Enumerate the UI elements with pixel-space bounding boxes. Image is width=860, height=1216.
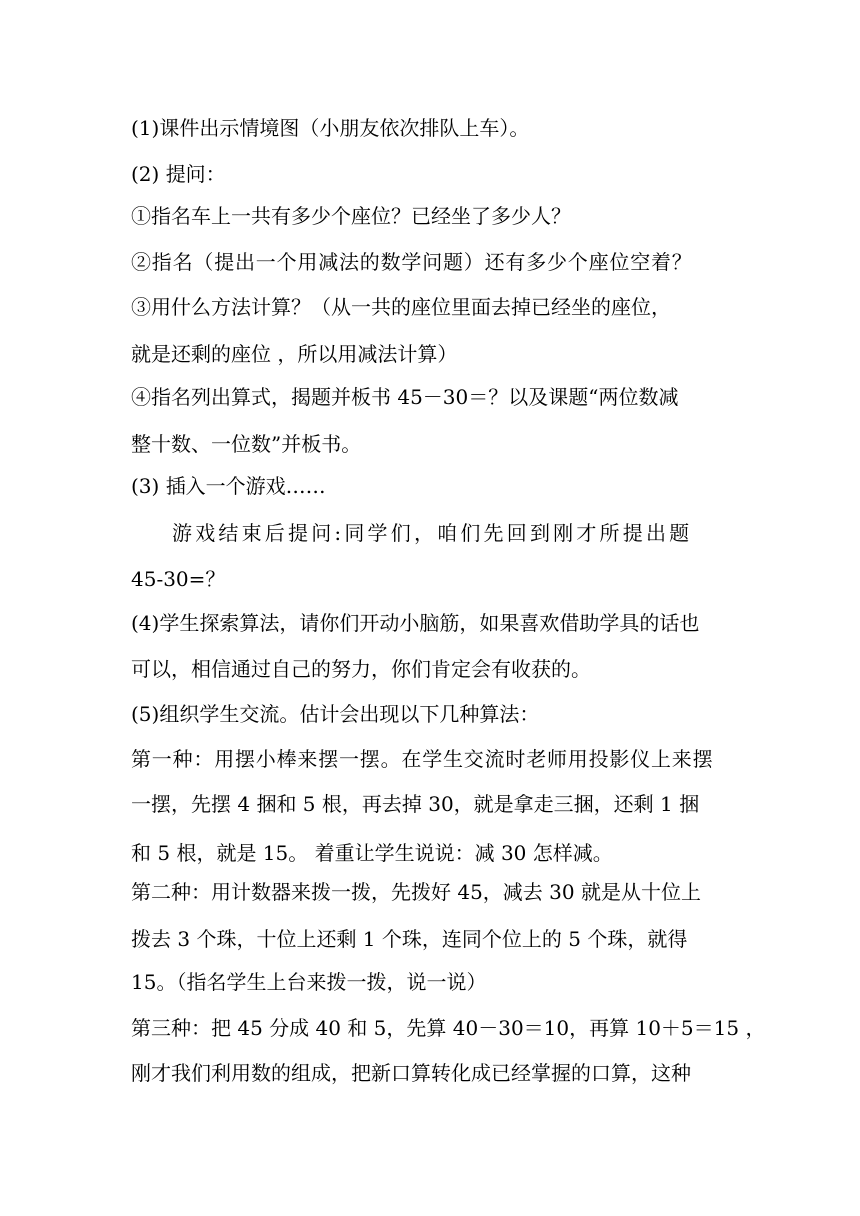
text-line: 一摆，先摆 4 捆和 5 根，再去掉 30，就是拿走三捆，还剩 1 捆 bbox=[131, 792, 700, 816]
text-line: 刚才我们利用数的组成，把新口算转化成已经掌握的口算，这种 bbox=[131, 1061, 691, 1085]
text-line: 游戏结束后提问:同学们，咱们先回到刚才所提出题 bbox=[172, 521, 693, 545]
text-line: (4)学生探索算法，请你们开动小脑筋，如果喜欢借助学具的话也 bbox=[131, 611, 700, 635]
text-line: 和 5 根，就是 15。 着重让学生说说：减 30 怎样减。 bbox=[131, 841, 613, 865]
text-line: 第三种：把 45 分成 40 和 5，先算 40－30＝10，再算 10＋5＝15 ， bbox=[131, 1016, 766, 1040]
text-line: 第二种：用计数器来拨一拨，先拨好 45，减去 30 就是从十位上 bbox=[131, 880, 701, 904]
text-line: 15。（指名学生上台来拨一拨，说一说） bbox=[131, 970, 487, 994]
text-line: (5)组织学生交流。估计会出现以下几种算法： bbox=[131, 702, 540, 726]
text-line: ③用什么方法计算？（从一共的座位里面去掉已经坐的座位， bbox=[131, 295, 671, 319]
text-line: 第一种：用摆小棒来摆一摆。在学生交流时老师用投影仪上来摆 bbox=[131, 747, 714, 771]
text-line: (1)课件出示情境图（小朋友依次排队上车）。 bbox=[131, 116, 530, 140]
text-line: 就是还剩的座位 ，所以用减法计算） bbox=[131, 342, 458, 366]
text-line: 45-30=？ bbox=[131, 567, 226, 591]
text-line: (2) 提问： bbox=[131, 162, 226, 186]
text-line: (3) 插入一个游戏…… bbox=[131, 474, 326, 498]
text-line: 可以，相信通过自己的努力，你们肯定会有收获的。 bbox=[131, 657, 591, 681]
text-line: ②指名（提出一个用减法的数学问题）还有多少个座位空着？ bbox=[131, 250, 693, 274]
text-line: ①指名车上一共有多少个座位？已经坐了多少人？ bbox=[131, 204, 571, 228]
text-line: ④指名列出算式，揭题并板书 45－30＝？以及课题“两位数减 bbox=[131, 385, 679, 409]
text-line: 整十数、一位数”并板书。 bbox=[131, 432, 362, 456]
text-line: 拨去 3 个珠，十位上还剩 1 个珠，连同个位上的 5 个珠，就得 bbox=[131, 927, 688, 951]
